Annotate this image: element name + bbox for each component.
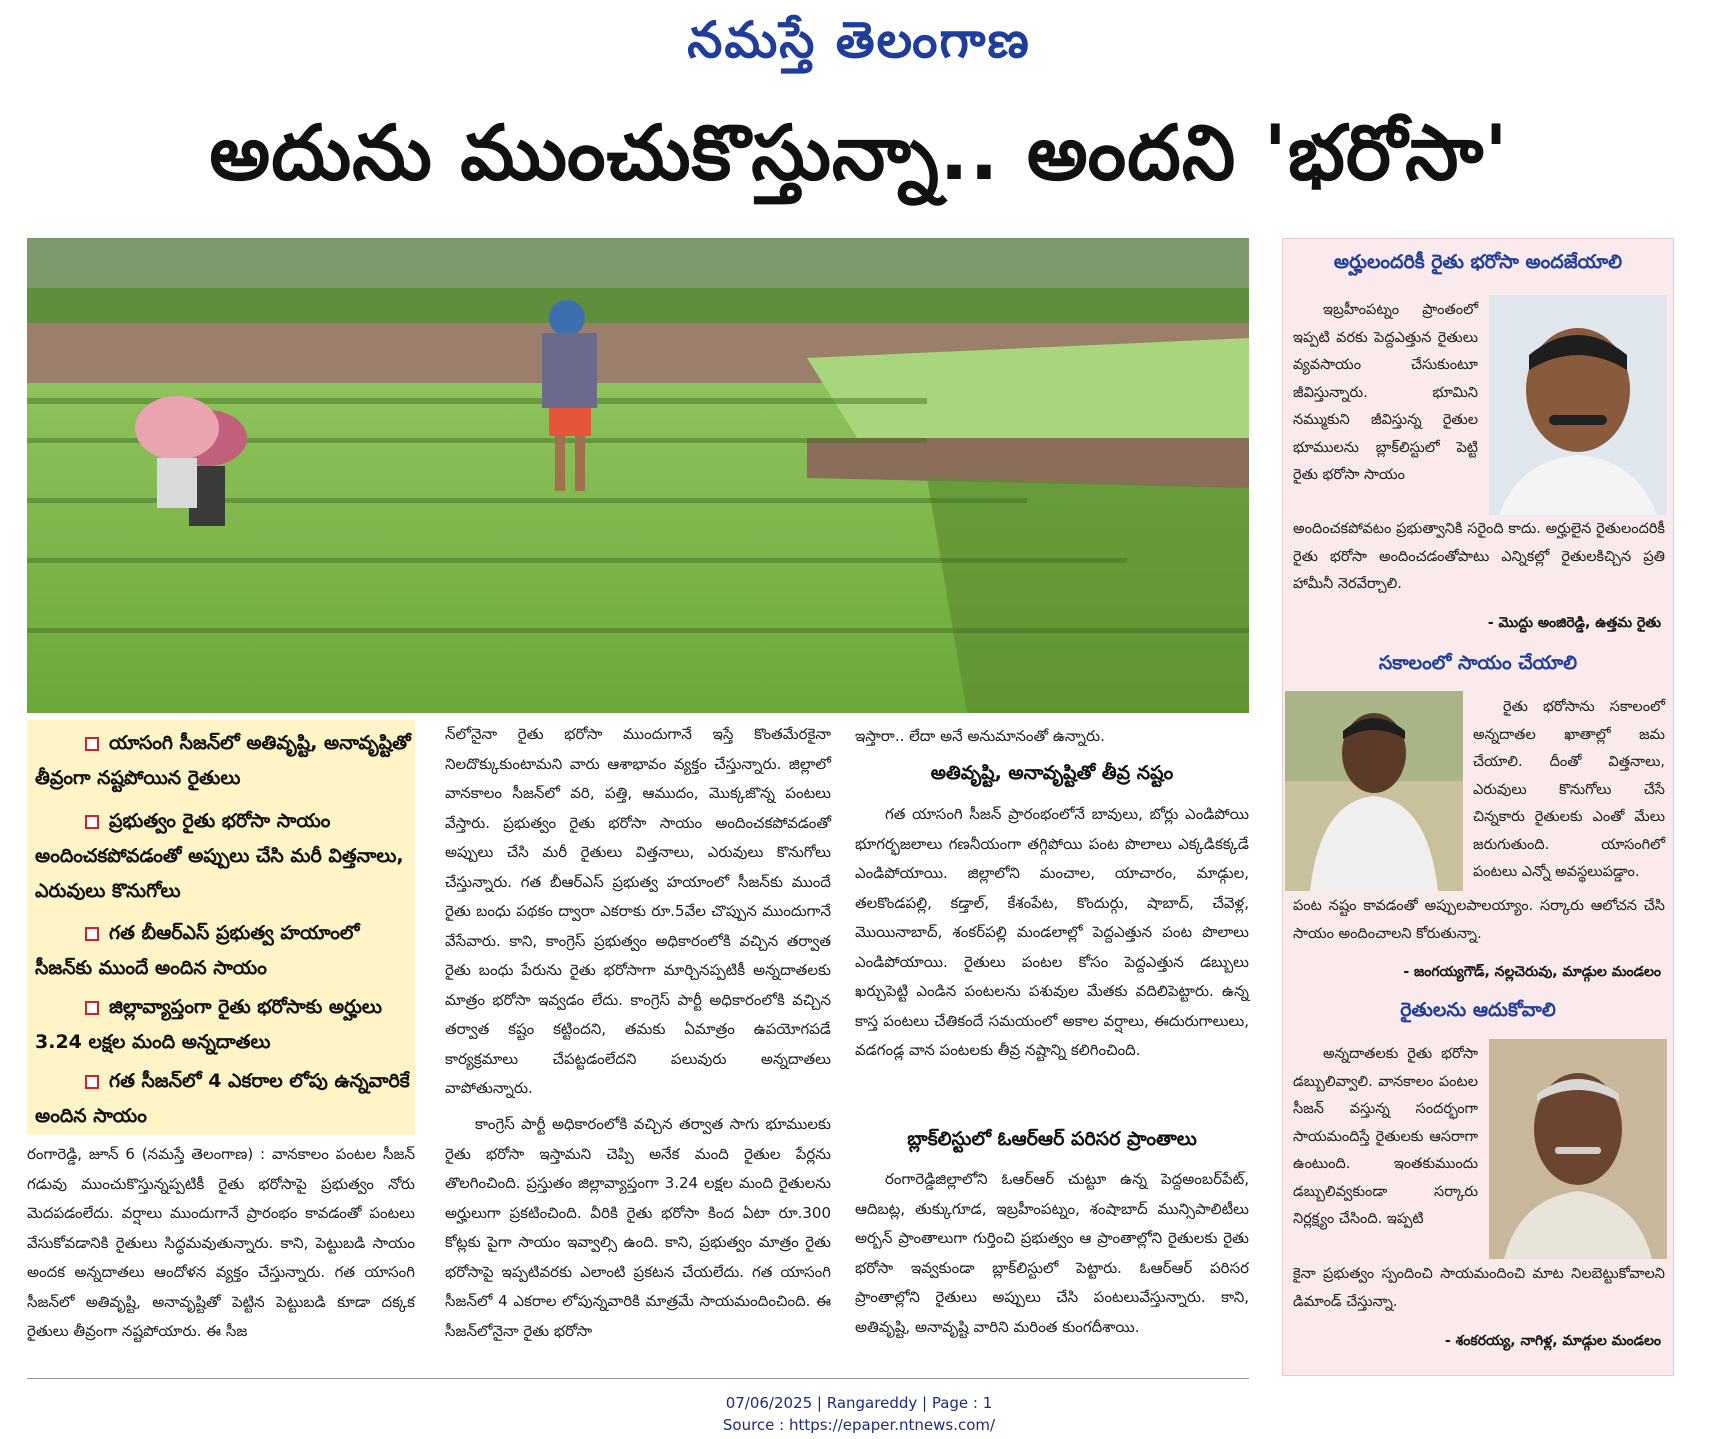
farmer-quotes-sidebar xyxy=(1282,238,1674,1376)
quote-1-text: ఇబ్రహీంపట్నం ప్రాంతంలో ఇప్పటి వరకు పెద్దఎత్తున రైతులు వ్యవసాయం చేసుకుంటూ జీవిస్తున్నారు. భూమిని నమ్ముకుని జీవిస్తున్న రైతుల భూములను బ్లాక్‌లిస్టులో పెట్టి రైతు భరోసా సాయం xyxy=(1293,302,1478,483)
quote-2-credit: - జంగయ్యగౌడ్, నల్లచెరువు, మాడ్గుల మండలం xyxy=(1403,964,1661,980)
red-square-bullet-icon xyxy=(85,1001,99,1015)
red-square-bullet-icon xyxy=(85,737,99,751)
portrait-shankaraiah xyxy=(1489,1039,1667,1259)
highlight-item: గత సీజన్‌లో 4 ఎకరాల లోపు ఉన్నవారికే అందిన సాయం xyxy=(35,1070,410,1127)
main-photo-farmers-transplanting xyxy=(27,238,1249,713)
quote-3-text: అన్నదాతలకు రైతు భరోసా డబ్బులివ్వాలి. వానకాలం పంటల సీజన్ వస్తున్న సందర్భంగా సాయమందిస్తే రైతులకు ఆసరాగా ఉంటుంది. ఇంతకుముందు డబ్బులివ్వకుండా సర్కారు నిర్లక్ష్యం చేసింది. ఇప్పటి xyxy=(1293,1046,1478,1227)
highlight-item: గత బీఆర్‌ఎస్ ప్రభుత్వ హయాంలో సీజన్‌కు ముందే అందిన సాయం xyxy=(35,922,360,979)
quote-2-text-continued: పంట నష్టం కావడంతో అప్పులపాలయ్యాం. సర్కారు ఆలోచన చేసి సాయం అందించాలని కోరుతున్నా. xyxy=(1293,898,1665,942)
footer-date-edition: 07/06/2025 | Rangareddy | Page : 1 xyxy=(725,1394,993,1412)
highlight-item: జిల్లావ్యాప్తంగా రైతు భరోసాకు అర్హులు 3.24 లక్షల మంది అన్నదాతలు xyxy=(35,996,382,1053)
red-square-bullet-icon xyxy=(85,927,99,941)
red-square-bullet-icon xyxy=(85,1075,99,1089)
quote-3-title: రైతులను ఆదుకోవాలి xyxy=(1400,999,1556,1021)
red-square-bullet-icon xyxy=(85,815,99,829)
highlights-box xyxy=(27,720,415,1135)
footer-divider xyxy=(27,1378,1249,1379)
quote-2-title: సకాలంలో సాయం చేయాలి xyxy=(1378,652,1578,674)
article-column-2: న్‌లోనైనా రైతు భరోసా ముందుగానే ఇస్తే కొంతమేరకైనా నిలదొక్కుకుంటామని వారు ఆశాభావం వ్యక్తం చేస్తున్నారు. జిల్లాలో వానకాలం సీజన్‌లో వరి, పత్తి, ఆముదం, మొక్కజొన్న పంటలు వేస్తారు. ప్రభుత్వం రైతు భరోసా సాయం అందించకపోవడంతో అప్పులు చేసి మరీ రైతులు విత్తనాలు, ఎరువులు కొనుగోలు చేస్తున్నారు. గత బీఆర్‌ఎస్ ప్రభుత్వ హయాంలో సీజన్‌కు ముందే రైతు బంధు పథకం ద్వారా ఎకరాకు రూ.5వేల చొప్పున ముందుగానే వేసేవారు. కాని, కాంగ్రెస్ ప్రభుత్వం అధికారంలోకి వచ్చిన తర్వాత రైతు బంధు పేరును రైతు భరోసాగా మార్చినప్పటికీ అన్నదాతలకు మాత్రం భరోసా ఇవ్వడం లేదు. కాంగ్రెస్ పార్టీ అధికారంలోకి వచ్చిన తర్వాత కష్టం కట్టిందని, తమకు ఏమాత్రం ఉపయోగపడే కార్యక్రమాలు చేపట్టడంలేదని పలువురు అన్నదాతలు వాపోతున్నారు. xyxy=(445,725,831,1097)
subheading-crop-loss: అతివృష్టి, అనావృష్టితో తీవ్ర నష్టం xyxy=(930,762,1174,784)
article-column-1: రంగారెడ్డి, జూన్ 6 (నమస్తే తెలంగాణ) : వానకాలం పంటల సీజన్ గడువు ముంచుకొస్తున్నప్పటికీ రైతు భరోసాపై ప్రభుత్వం నోరు మెదపడంలేదు. వర్షాలు ముందుగానే ప్రారంభం కావడంతో పంటలు వేసుకోవడానికి రైతులు సిద్ధమవుతున్నారు. కాని, పెట్టుబడి సాయం అందక అన్నదాతలు ఆందోళన వ్యక్తం చేస్తున్నారు. గత యాసంగి సీజన్‌లో అతివృష్టి, అనావృష్టితో పెట్టిన పెట్టుబడి కూడా దక్కక రైతులు తీవ్రంగా నష్టపోయారు. ఈ సీజ xyxy=(27,1145,415,1340)
quote-1-credit: - మొద్దు అంజిరెడ్డి, ఉత్తమ రైతు xyxy=(1487,615,1661,631)
highlight-item: యాసంగి సీజన్‌లో అతివృష్టి, అనావృష్టితో తీవ్రంగా నష్టపోయిన రైతులు xyxy=(35,732,411,789)
quote-2-text: రైతు భరోసాను సకాలంలో అన్నదాతల ఖాతాల్లో జమ చేయాలి. దీంతో విత్తనాలు, ఎరువులు కొనుగోలు చేసే చిన్నకారు రైతులకు ఎంతో మేలు జరుగుతుంది. యాసంగిలో పంటలు ఎన్నో అవస్థలుపడ్డాం. xyxy=(1473,699,1665,880)
article-column-3-para-1: గత యాసంగి సీజన్ ప్రారంభంలోనే బావులు, బోర్లు ఎండిపోయి భూగర్భజలాలు గణనీయంగా తగ్గిపోయి పంట పొలాలు ఎక్కడికక్కడే ఎండిపోయాయి. జిల్లాలోని మంచాల, యాచారం, మాడ్గుల, తలకొండపల్లి, కడ్తాల్, కేశంపేట, కొందుర్గు, షాబాద్, చేవెళ్ల, మొయినాబాద్, శంకర్‌పల్లి మండలాల్లో పెద్దఎత్తున పంట పొలాలు ఎండిపోయాయి. రైతులు పంటల కోసం పెద్దఎత్తున డబ్బులు ఖర్చుపెట్టి ఎండిన పంటలను పశువుల మేతకు వదిలిపెట్టారు. ఉన్న కాస్త పంటలు చేతికందే సమయంలో అకాల వర్షాలు, ఈదురుగాలులు, వడగండ్ల వాన పంటలకు తీవ్ర నష్టాన్ని కలిగించింది. xyxy=(855,805,1249,1059)
quote-1-text-continued: అందించకపోవటం ప్రభుత్వానికి సరైంది కాదు. అర్హులైన రైతులందరికీ రైతు భరోసా అందించడంతోపాటు ఎన్నికల్లో రైతులకిచ్చిన ప్రతి హామీనీ నెరవేర్చాలి. xyxy=(1293,521,1665,592)
portrait-jangaiah-goud xyxy=(1285,691,1463,891)
article-column-2-para-2: కాంగ్రెస్ పార్టీ అధికారంలోకి వచ్చిన తర్వాత సాగు భూములకు రైతు భరోసా ఇస్తామని చెప్పి అనేక మంది రైతుల పేర్లను తొలగించింది. ప్రస్తుతం జిల్లావ్యాప్తంగా 3.24 లక్షల మంది రైతులను అర్హులుగా ప్రకటించింది. వీరికి రైతు భరోసా కింద ఏటా రూ.300 కోట్లకు పైగా సాయం ఇవ్వాల్సి ఉంది. కాని, ప్రభుత్వం మాత్రం రైతు భరోసాపై ఇప్పటివరకు ఎలాంటి ప్రకటన చేయలేదు. గత యాసంగి సీజన్‌లో 4 ఎకరాల లోపున్నవారికి మాత్రమే సాయమందించింది. ఈ సీజన్‌లోనైనా రైతు భరోసా xyxy=(445,1115,831,1340)
highlight-item: ప్రభుత్వం రైతు భరోసా సాయం అందించకపోవడంతో అప్పులు చేసి మరీ విత్తనాలు, ఎరువులు కొనుగోలు xyxy=(35,810,404,902)
subheading-orr-blacklist: బ్లాక్‌లిస్టులో ఓఆర్‌ఆర్ పరిసర ప్రాంతాలు xyxy=(907,1128,1197,1150)
quote-1-title: అర్హులందరికీ రైతు భరోసా అందజేయాలి xyxy=(1333,251,1623,273)
article-column-3-para-2: రంగారెడ్డిజిల్లాలోని ఓఆర్‌ఆర్ చుట్టూ ఉన్న పెద్దఅంబర్‌పేట్, ఆదిబట్ల, తుక్కుగూడ, ఇబ్రహీంపట్నం, శంషాబాద్ మున్సిపాలిటీలు అర్బన్ ప్రాంతాలుగా గుర్తించి ప్రభుత్వం ఆ ప్రాంతాల్లోని రైతులకు రైతు భరోసా ఇవ్వకుండా బ్లాక్‌లిస్టులో పెట్టారు. ఓఆర్‌ఆర్ పరిసర ప్రాంతాల్లోని రైతులు అప్పులు చేసి పంటలువేస్తున్నారు. కాని, అతివృష్టి, అనావృష్టి వారిని మరింత కుంగదీశాయి. xyxy=(855,1170,1249,1336)
masthead: నమస్తే తెలంగాణ xyxy=(687,10,1031,69)
quote-3-credit: - శంకరయ్య, నాగిళ్ల, మాడ్గుల మండలం xyxy=(1444,1333,1661,1349)
article-column-3-intro: ఇస్తారా.. లేదా అనే అనుమానంతో ఉన్నారు. xyxy=(855,727,1105,745)
portrait-anji-reddy xyxy=(1489,295,1667,515)
headline: అదును ముంచుకొస్తున్నా.. అందని 'భరోసా' xyxy=(209,108,1509,197)
footer-source-link[interactable]: Source : https://epaper.ntnews.com/ xyxy=(722,1416,996,1434)
quote-3-text-continued: కైనా ప్రభుత్వం స్పందించి సాయమందించి మాట నిలబెట్టుకోవాలని డిమాండ్ చేస్తున్నా. xyxy=(1293,1266,1665,1310)
